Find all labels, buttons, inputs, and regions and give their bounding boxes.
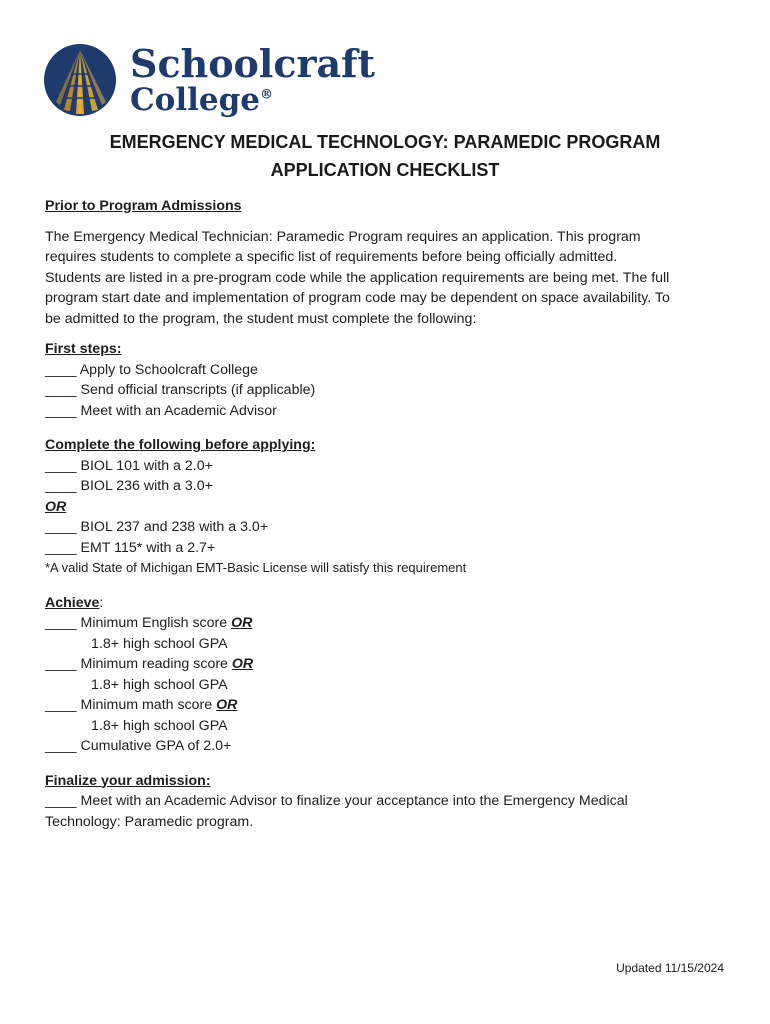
prior-line: be admitted to the program, the student must complete the following:	[45, 310, 477, 327]
checklist-item: ____ Cumulative GPA of 2.0+	[45, 738, 232, 754]
updated-date: Updated 11/15/2024	[616, 961, 724, 975]
checklist-item: ____ BIOL 237 and 238 with a 3.0+	[45, 519, 269, 535]
alternative-item: 1.8+ high school GPA	[91, 717, 228, 734]
logo-name-line2: College®	[130, 81, 274, 118]
prior-line: Students are listed in a pre-program code while the application requirements are being met. The full	[45, 269, 670, 286]
checklist-item: ____ Meet with an Academic Advisor	[45, 402, 277, 419]
prior-line: requires students to complete a specific list of requirements before being officially admitted.	[45, 249, 618, 265]
checklist-item: ____ Minimum reading score OR	[45, 656, 254, 672]
finalize-heading: Finalize your admission:	[45, 772, 211, 789]
checklist-content	[45, 196, 725, 832]
license-note: *A valid State of Michigan EMT-Basic License will satisfy this requirement	[45, 560, 467, 575]
checklist-item-continuation: Technology: Paramedic program.	[45, 813, 254, 830]
prior-line: The Emergency Medical Technician: Paramedic Program requires an application. This program	[45, 228, 641, 245]
logo-wordmark	[130, 40, 376, 118]
achieve-heading: Achieve:	[45, 594, 104, 611]
alternative-item: 1.8+ high school GPA	[91, 635, 228, 652]
checklist-item: ____ EMT 115* with a 2.7+	[45, 539, 216, 556]
checklist-item: ____ Minimum English score OR	[45, 615, 253, 631]
checklist-item: ____ Apply to Schoolcraft College	[45, 361, 258, 378]
checklist-item: ____ Minimum math score OR	[45, 697, 238, 713]
title-line2: APPLICATION CHECKLIST	[270, 160, 500, 180]
checklist-item: ____ Meet with an Academic Advisor to finalize your acceptance into the Emergency Medical	[45, 793, 628, 809]
prior-line: program start date and implementation of program code may be dependent on space availability. To	[45, 290, 670, 306]
alternative-item: 1.8+ high school GPA	[91, 676, 228, 693]
schoolcraft-logo	[44, 40, 376, 118]
logo-name-line1: Schoolcraft	[130, 40, 376, 86]
college-emblem-icon	[44, 44, 116, 116]
first-steps-heading: First steps:	[45, 341, 122, 357]
title-line1: EMERGENCY MEDICAL TECHNOLOGY: PARAMEDIC PROGRAM	[109, 132, 661, 152]
checklist-item: ____ BIOL 101 with a 2.0+	[45, 457, 213, 474]
complete-heading: Complete the following before applying:	[45, 437, 316, 453]
or-label: OR	[45, 498, 67, 515]
document-title	[0, 128, 770, 184]
prior-paragraph	[45, 227, 725, 330]
prior-heading: Prior to Program Admissions	[45, 198, 242, 214]
checklist-item: ____ BIOL 236 with a 3.0+	[45, 478, 213, 494]
checklist-item: ____ Send official transcripts (if applicable)	[45, 382, 316, 398]
